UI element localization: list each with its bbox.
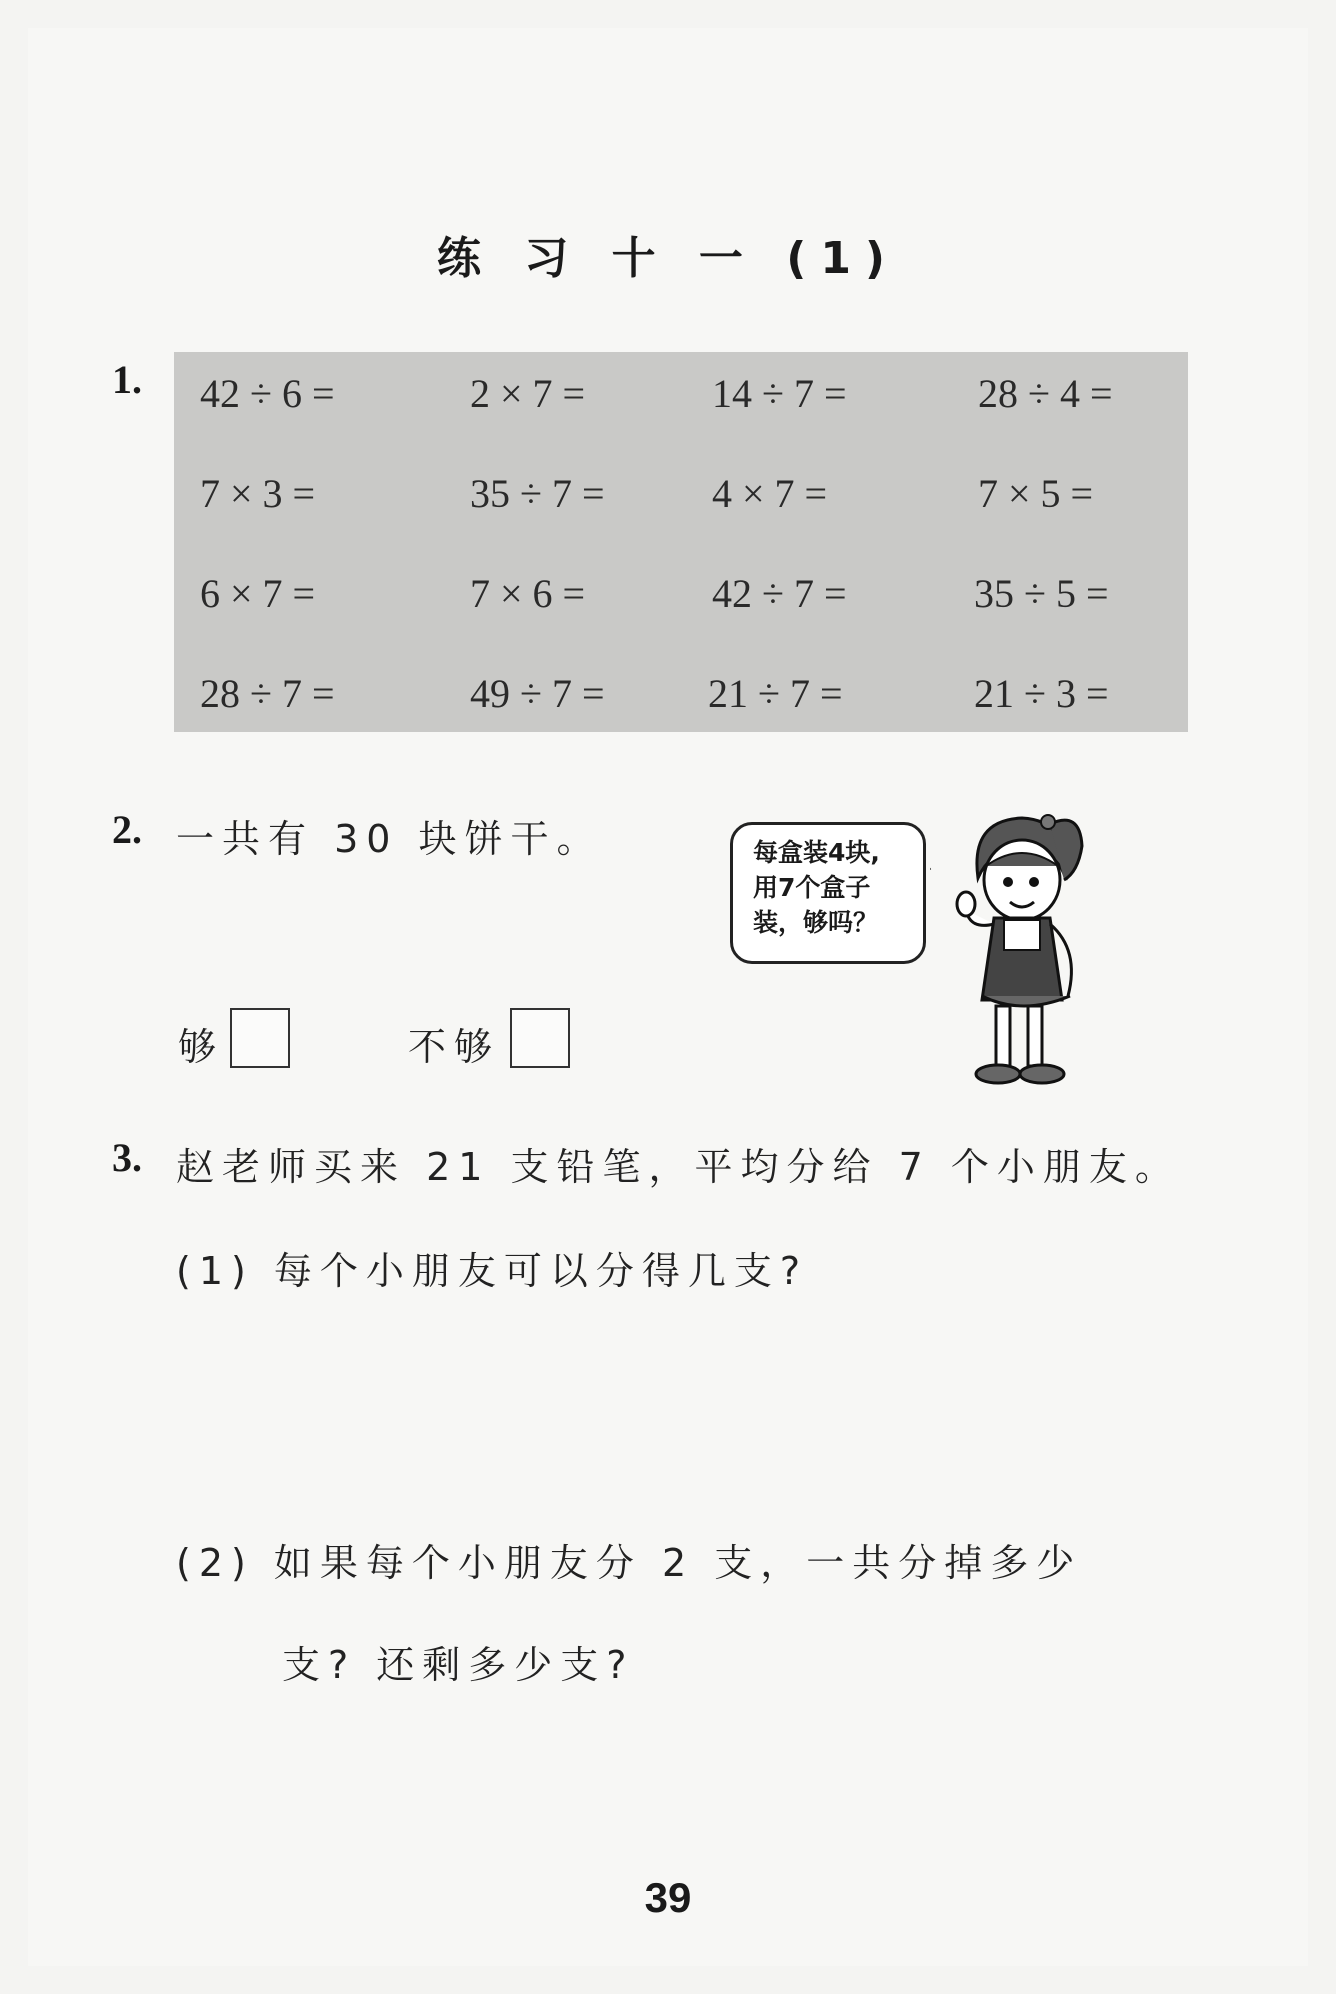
problem-r2-c4: 7 × 5 = (978, 471, 1094, 516)
option-enough-box[interactable] (230, 1008, 290, 1068)
problem-r2-c1: 7 × 3 = (200, 471, 316, 516)
question-2-text: 一共有 30 块饼干。 (176, 817, 603, 861)
page-background (28, 28, 1308, 1966)
question-2-number: 2. (112, 807, 142, 852)
problem-r4-c1: 28 ÷ 7 = (200, 671, 335, 716)
problem-r4-c2: 49 ÷ 7 = (470, 671, 605, 716)
option-not-enough-label: 不够 (408, 1025, 501, 1069)
page-number: 39 (644, 1874, 692, 1921)
question-3-sub2-line2: 支? 还剩多少支? (282, 1643, 635, 1687)
question-3-text: 赵老师买来 21 支铅笔，平均分给 7 个小朋友。 (176, 1145, 1181, 1189)
option-enough-label: 够 (178, 1025, 225, 1069)
girl-illustration (930, 800, 1110, 1090)
problem-r1-c4: 28 ÷ 4 = (978, 371, 1113, 416)
page-title: 练 习 十 一 (1) (436, 233, 900, 284)
question-3-sub2-line1: (2) 如果每个小朋友分 2 支，一共分掉多少 (176, 1541, 1083, 1585)
problem-r2-c2: 35 ÷ 7 = (470, 471, 605, 516)
question-3-sub1: (1) 每个小朋友可以分得几支? (176, 1249, 809, 1293)
speech-line-3: 装，够吗？ (753, 908, 879, 937)
speech-bubble (730, 822, 926, 964)
problem-r4-c3: 21 ÷ 7 = (708, 671, 843, 716)
problem-r1-c3: 14 ÷ 7 = (712, 371, 847, 416)
problem-r4-c4: 21 ÷ 3 = (974, 671, 1109, 716)
problem-r3-c1: 6 × 7 = (200, 571, 316, 616)
problem-r3-c2: 7 × 6 = (470, 571, 586, 616)
problem-r2-c3: 4 × 7 = (712, 471, 828, 516)
question-3-number: 3. (112, 1135, 142, 1180)
option-not-enough-box[interactable] (510, 1008, 570, 1068)
problem-r3-c3: 42 ÷ 7 = (712, 571, 847, 616)
problem-r3-c4: 35 ÷ 5 = (974, 571, 1109, 616)
arithmetic-grid (174, 352, 1188, 732)
problem-r1-c2: 2 × 7 = (470, 371, 586, 416)
speech-line-2: 用7个盒子 (753, 873, 871, 902)
speech-line-1: 每盒装4块, (753, 838, 880, 867)
question-1-number: 1. (112, 357, 142, 402)
problem-r1-c1: 42 ÷ 6 = (200, 371, 335, 416)
